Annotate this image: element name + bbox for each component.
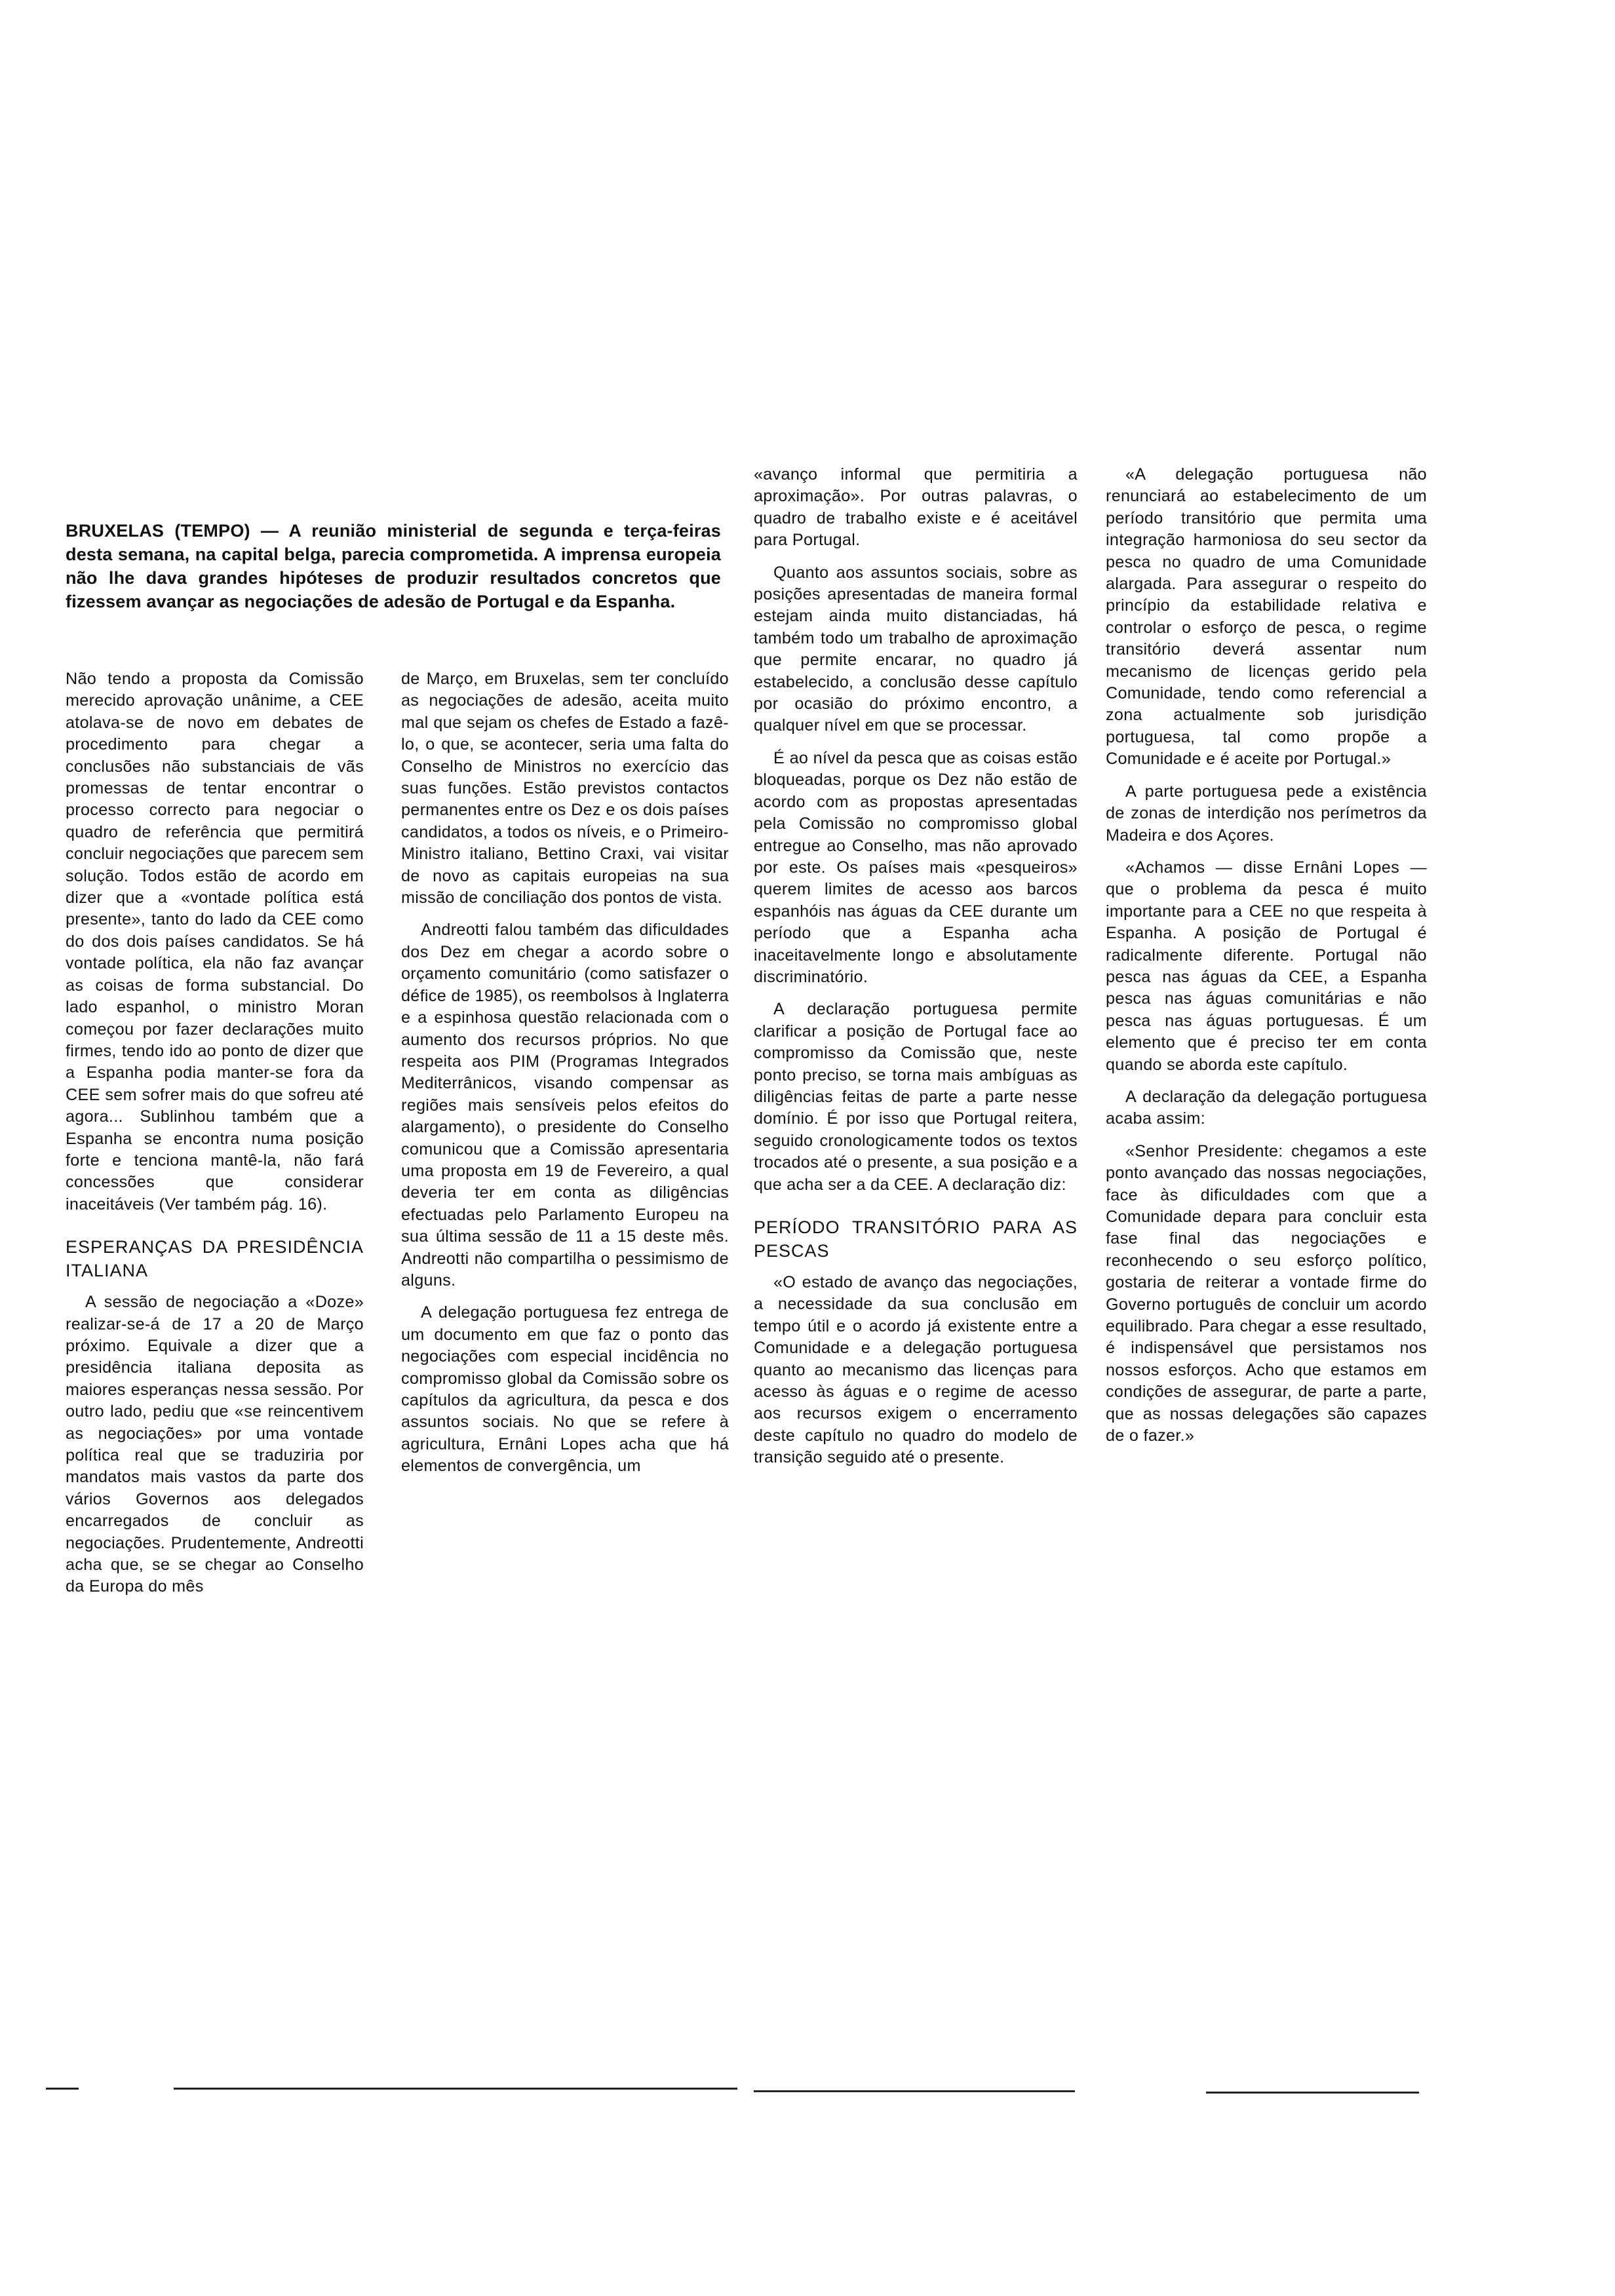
paragraph: «Senhor Presidente: chegamos a este ponto avançado das nossas negociações, face às dificuldades com que a Comunidade depara para concluir esta fase final das negociações e reconhecendo o seu esforço político, gostaria de reiterar a vontade firme do Governo português de concluir um acordo equilibrado. Para chegar a esse resultado, é indispensável que persistamos nos nossos esforços. Acho que estamos em condições de assegurar, de parte a parte, que as nossas delegações são capazes de o fazer.» [1106, 1141, 1427, 1445]
column-3 [754, 464, 1078, 1480]
column-1 [66, 668, 364, 1609]
paragraph: Não tendo a proposta da Comissão merecido aprovação unânime, a CEE atolava-se de novo em debates de procedimento para chegar a conclusões não substanciais de vãs promessas de tentar encontrar o processo correcto para negociar o quadro de referência que permitirá concluir negociações que parecem sem solução. Todos estão de acordo em dizer que a «vontade política está presente», tanto do lado da CEE como do dos dois países candidatos. Se há vontade política, ela não faz avançar as coisas de forma substancial. Do lado espanhol, o ministro Moran começou por fazer declarações muito firmes, tendo ido ao ponto de dizer que a Espanha podia manter-se fora da CEE sem sofrer mais do que sofreu até agora... Sublinhou também que a Espanha se encontra numa posição forte e tenciona mantê-la, não fará concessões que considerar inaceitáveis (Ver também pág. 16). [66, 670, 364, 1214]
article-lede: BRUXELAS (TEMPO) — A reunião ministerial de segunda e terça-feiras desta semana, na capital belga, parecia comprometida. A imprensa europeia não lhe dava grandes hipóteses de produzir resultados concretos que fizessem avançar as negociações de adesão de Portugal e da Espanha. [66, 521, 721, 611]
section-heading: ESPERANÇAS DA PRESIDÊNCIA ITALIANA [66, 1237, 364, 1281]
bottom-rule [46, 2088, 79, 2090]
column-4 [1106, 464, 1427, 1457]
section-heading: PERÍODO TRANSITÓRIO PARA AS PESCAS [754, 1217, 1078, 1261]
paragraph: «A delegação portuguesa não renunciará ao estabelecimento de um período transitório que permita uma integração harmoniosa do seu sector da pesca no quadro de uma Comunidade alargada. Para assegurar o respeito do princípio da estabilidade relativa e controlar o esforço de pesca, o regime transitório deverá assentar num mecanismo de licenças gerido pela Comunidade, tendo como referencial a zona actualmente sob jurisdição portuguesa, tal como propõe a Comunidade e é aceite por Portugal.» [1106, 465, 1427, 769]
paragraph: Andreotti falou também das dificuldades dos Dez em chegar a acordo sobre o orçamento comunitário (como satisfazer o défice de 1985), os reembolsos à Inglaterra e a espinhosa questão relacionada com o aumento dos recursos próprios. No que respeita aos PIM (Programas Integrados Mediterrânicos, visando compensar as regiões mais sensíveis pelos efeitos do alargamento), o presidente do Conselho comunicou que a Comissão apresentaria uma proposta em 19 de Fevereiro, a qual deveria ter em conta as diligências efectuadas pelo Parlamento Europeu na sua última sessão de 11 a 15 deste mês. Andreotti não compartilha o pessimismo de alguns. [401, 921, 729, 1290]
bottom-rule [754, 2090, 1075, 2092]
paragraph: «O estado de avanço das negociações, a necessidade da sua conclusão em tempo útil e o acordo já existente entre a Comunidade e a delegação portuguesa quanto ao mecanismo das licenças para acesso às águas e o regime de acesso aos recursos exigem o encerramento deste capítulo no quadro do modelo de transição seguido até o presente. [754, 1273, 1078, 1467]
paragraph: A declaração da delegação portuguesa acaba assim: [1106, 1087, 1427, 1128]
paragraph: «avanço informal que permitiria a aproximação». Por outras palavras, o quadro de trabalho existe e é aceitável para Portugal. [754, 465, 1078, 550]
paragraph: A parte portuguesa pede a existência de zonas de interdição nos perímetros da Madeira e dos Açores. [1106, 782, 1427, 845]
bottom-rule [1206, 2092, 1419, 2094]
paragraph: de Março, em Bruxelas, sem ter concluído as negociações de adesão, aceita muito mal que sejam os chefes de Estado a fazê-lo, o que, se acontecer, seria uma falta do Conselho de Ministros no exercício das suas funções. Estão previstos contactos permanentes entre os Dez e os dois países candidatos, a todos os níveis, e o Primeiro-Ministro italiano, Bettino Craxi, vai visitar de novo as capitais europeias na sua missão de conciliação dos pontos de vista. [401, 670, 729, 908]
column-2 [401, 668, 729, 1488]
paragraph: «Achamos — disse Ernâni Lopes — que o problema da pesca é muito importante para a CEE no que respeita à Espanha. A posição de Portugal é radicalmente diferente. Portugal não pesca nas águas da CEE, a Espanha pesca nas águas comunitárias e não pesca nas águas portuguesas. É um elemento que é preciso ter em conta quando se aborda este capítulo. [1106, 858, 1427, 1074]
paragraph: Quanto aos assuntos sociais, sobre as posições apresentadas de maneira formal estejam ainda muito distanciadas, há também todo um trabalho de aproximação que permite encarar, no quadro já estabelecido, a conclusão desse capítulo por ocasião do próximo encontro, a qualquer nível em que se processar. [754, 563, 1078, 735]
paragraph: É ao nível da pesca que as coisas estão bloqueadas, porque os Dez não estão de acordo com as propostas apresentadas pela Comissão no compromisso global entregue ao Conselho, mas não aprovado por este. Os países mais «pesqueiros» querem limites de acesso aos barcos espanhóis nas águas da CEE durante um período que a Espanha acha inaceitavelmente longo e absolutamente discriminatório. [754, 748, 1078, 986]
paragraph: A sessão de negociação a «Doze» realizar-se-á de 17 a 20 de Março próximo. Equivale a dizer que a presidência italiana deposita as maiores esperanças nessa sessão. Por outro lado, pediu que «se reincentivem as negociações» por uma vontade política real que se traduziria por mandatos mais vastos da parte dos vários Governos aos delegados encarregados de concluir as negociações. Prudentemente, Andreotti acha que, se se chegar ao Conselho da Europa do mês [66, 1293, 364, 1596]
paragraph: A delegação portuguesa fez entrega de um documento em que faz o ponto das negociações com especial incidência no compromisso global da Comissão sobre os capítulos da agricultura, da pesca e dos assuntos sociais. No que se refere à agricultura, Ernâni Lopes acha que há elementos de convergência, um [401, 1303, 729, 1476]
paragraph: A declaração portuguesa permite clarificar a posição de Portugal face ao compromisso da Comissão que, neste ponto preciso, se torna mais ambíguas as diligências feitas de parte a parte nesse domínio. É por isso que Portugal reitera, seguido cronologicamente todos os textos trocados até o presente, a sua posição e a que acha ser a da CEE. A declaração diz: [754, 1000, 1078, 1194]
bottom-rule [174, 2088, 737, 2090]
